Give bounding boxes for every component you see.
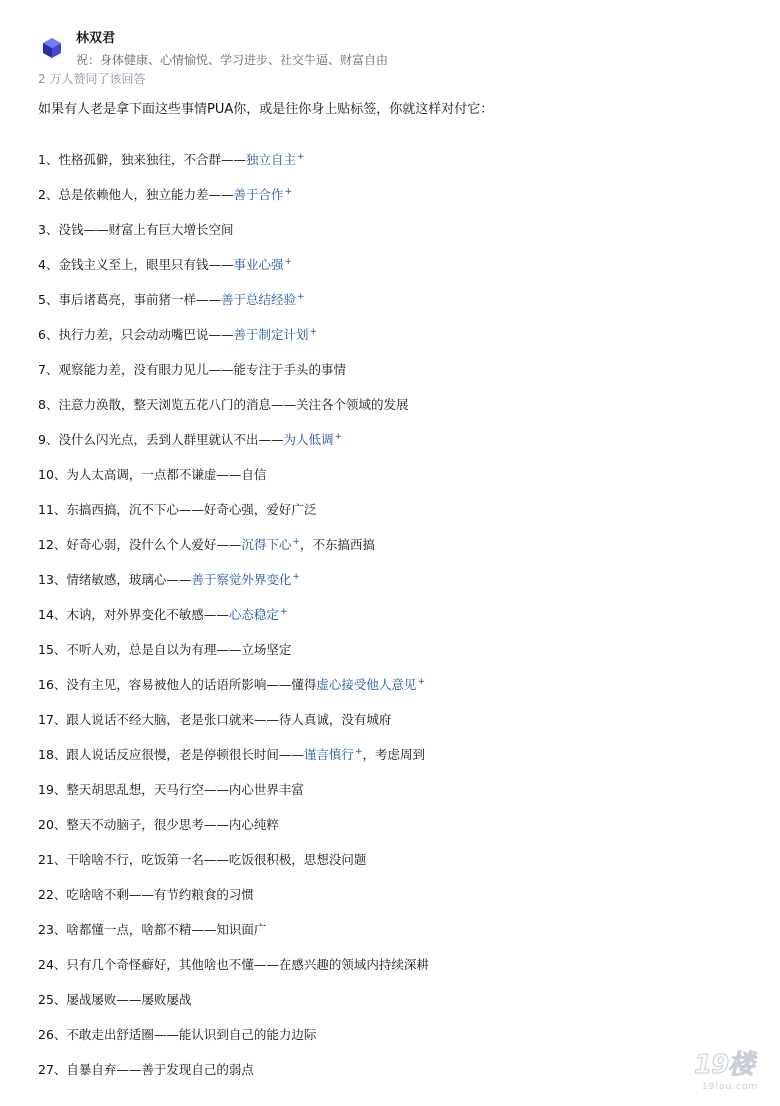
keyword-link[interactable]: 独立自主: [245, 152, 296, 167]
item-text-after: ，不东搞西搞: [299, 537, 375, 552]
keyword-plus-icon: +: [334, 431, 343, 442]
list-item: [38, 465, 429, 500]
keyword-plus-icon: +: [279, 606, 288, 617]
item-text: 24、只有几个奇怪癖好，其他啥也不懂——在感兴趣的领域内持续深耕: [38, 957, 429, 972]
author-name[interactable]: 林双君: [76, 31, 116, 46]
item-text: 17、跟人说话不经大脑，老是张口就来——待人真诚，没有城府: [38, 712, 392, 727]
list-item: [38, 850, 429, 885]
list-item: [38, 150, 429, 185]
item-text: 16、没有主见，容易被他人的话语所影响——懂得: [38, 677, 317, 692]
keyword-plus-icon: +: [417, 676, 425, 687]
item-text: 18、跟人说话反应很慢，老是停顿很长时间——: [38, 747, 304, 762]
list-item: [38, 395, 429, 430]
list-item: [38, 745, 429, 780]
keyword-link[interactable]: 善于总结经验: [220, 292, 296, 307]
list-item: [38, 1060, 429, 1095]
item-text: 7、观察能力差，没有眼力见儿——能专注于手头的事情: [38, 362, 346, 377]
keyword-link[interactable]: 为人低调: [283, 432, 334, 447]
keyword-plus-icon: +: [309, 326, 318, 337]
keyword-plus-icon: +: [284, 186, 293, 197]
list-item: [38, 675, 429, 710]
list-item: [38, 955, 429, 990]
keyword-link[interactable]: 心态稳定: [228, 607, 279, 622]
list-item: [38, 255, 429, 290]
item-text: 22、吃啥啥不剩——有节约粮食的习惯: [38, 887, 254, 902]
list-item: [38, 430, 429, 465]
keyword-plus-icon: +: [296, 291, 305, 302]
item-text: 13、情绪敏感，玻璃心——: [38, 572, 192, 587]
keyword-plus-icon: +: [354, 746, 363, 757]
watermark-logo: 19楼: [694, 1050, 754, 1080]
list-item: [38, 815, 429, 850]
item-text: 23、啥都懂一点，啥都不精——知识面广: [38, 922, 267, 937]
answer-list: [38, 150, 429, 1095]
site-watermark: [694, 1050, 766, 1098]
keyword-link[interactable]: 事业心强: [233, 257, 284, 272]
list-item: [38, 780, 429, 815]
list-item: [38, 990, 429, 1025]
item-text: 25、屡战屡败——屡败屡战: [38, 992, 192, 1007]
item-text: 9、没什么闪光点，丢到人群里就认不出——: [38, 432, 284, 447]
item-text: 3、没钱——财富上有巨大增长空间: [38, 222, 234, 237]
keyword-link[interactable]: 善于制定计划: [233, 327, 309, 342]
keyword-plus-icon: +: [292, 536, 300, 547]
list-item: [38, 290, 429, 325]
item-text: 19、整天胡思乱想，天马行空——内心世界丰富: [38, 782, 304, 797]
list-item: [38, 640, 429, 675]
list-item: [38, 220, 429, 255]
keyword-link[interactable]: 沉得下心: [241, 537, 292, 552]
item-text-after: ，考虑周到: [362, 747, 425, 762]
item-text: 8、注意力涣散，整天浏览五花八门的消息——关注各个领域的发展: [38, 397, 409, 412]
keyword-link[interactable]: 善于察觉外界变化: [191, 572, 292, 587]
item-text: 12、好奇心弱，没什么个人爱好——: [38, 537, 242, 552]
list-item: [38, 1025, 429, 1060]
item-text: 6、执行力差，只会动动嘴巴说——: [38, 327, 234, 342]
item-text: 15、不听人劝，总是自以为有理——立场坚定: [38, 642, 292, 657]
cube-avatar-icon[interactable]: [40, 36, 64, 60]
list-item: [38, 920, 429, 955]
list-item: [38, 185, 429, 220]
item-text: 2、总是依赖他人，独立能力差——: [38, 187, 234, 202]
list-item: [38, 500, 429, 535]
author-header: [40, 30, 388, 70]
item-text: 5、事后诸葛亮，事前猪一样——: [38, 292, 221, 307]
item-text: 21、干啥啥不行，吃饭第一名——吃饭很积极，思想没问题: [38, 852, 367, 867]
item-text: 26、不敢走出舒适圈——能认识到自己的能力边际: [38, 1027, 317, 1042]
answer-intro: 如果有人老是拿下面这些事情PUA你，或是往你身上贴标签，你就这样对付它：: [38, 102, 494, 117]
list-item: [38, 570, 429, 605]
list-item: [38, 605, 429, 640]
keyword-link[interactable]: 虚心接受他人意见: [316, 677, 417, 692]
item-text: 1、性格孤僻，独来独往，不合群——: [38, 152, 246, 167]
list-item: [38, 535, 429, 570]
item-text: 11、东搞西搞，沉不下心——好奇心强，爱好广泛: [38, 502, 317, 517]
keyword-plus-icon: +: [296, 151, 305, 162]
keyword-plus-icon: +: [284, 256, 293, 267]
item-text: 14、木讷，对外界变化不敏感——: [38, 607, 229, 622]
list-item: [38, 325, 429, 360]
watermark-url: 19lou.com: [702, 1082, 759, 1092]
keyword-link[interactable]: 善于合作: [233, 187, 284, 202]
item-text: 4、金钱主义至上，眼里只有钱——: [38, 257, 234, 272]
keyword-link[interactable]: 谨言慎行: [303, 747, 354, 762]
keyword-plus-icon: +: [292, 571, 300, 582]
item-text: 10、为人太高调，一点都不谦虚——自信: [38, 467, 267, 482]
item-text: 27、自暴自弃——善于发现自己的弱点: [38, 1062, 254, 1077]
list-item: [38, 360, 429, 395]
item-text: 20、整天不动脑子，很少思考——内心纯粹: [38, 817, 279, 832]
list-item: [38, 710, 429, 745]
vote-count: 2 万人赞同了该回答: [38, 72, 146, 86]
list-item: [38, 885, 429, 920]
author-bio: 祝：身体健康、心情愉悦、学习进步、社交牛逼、财富自由: [76, 53, 389, 67]
